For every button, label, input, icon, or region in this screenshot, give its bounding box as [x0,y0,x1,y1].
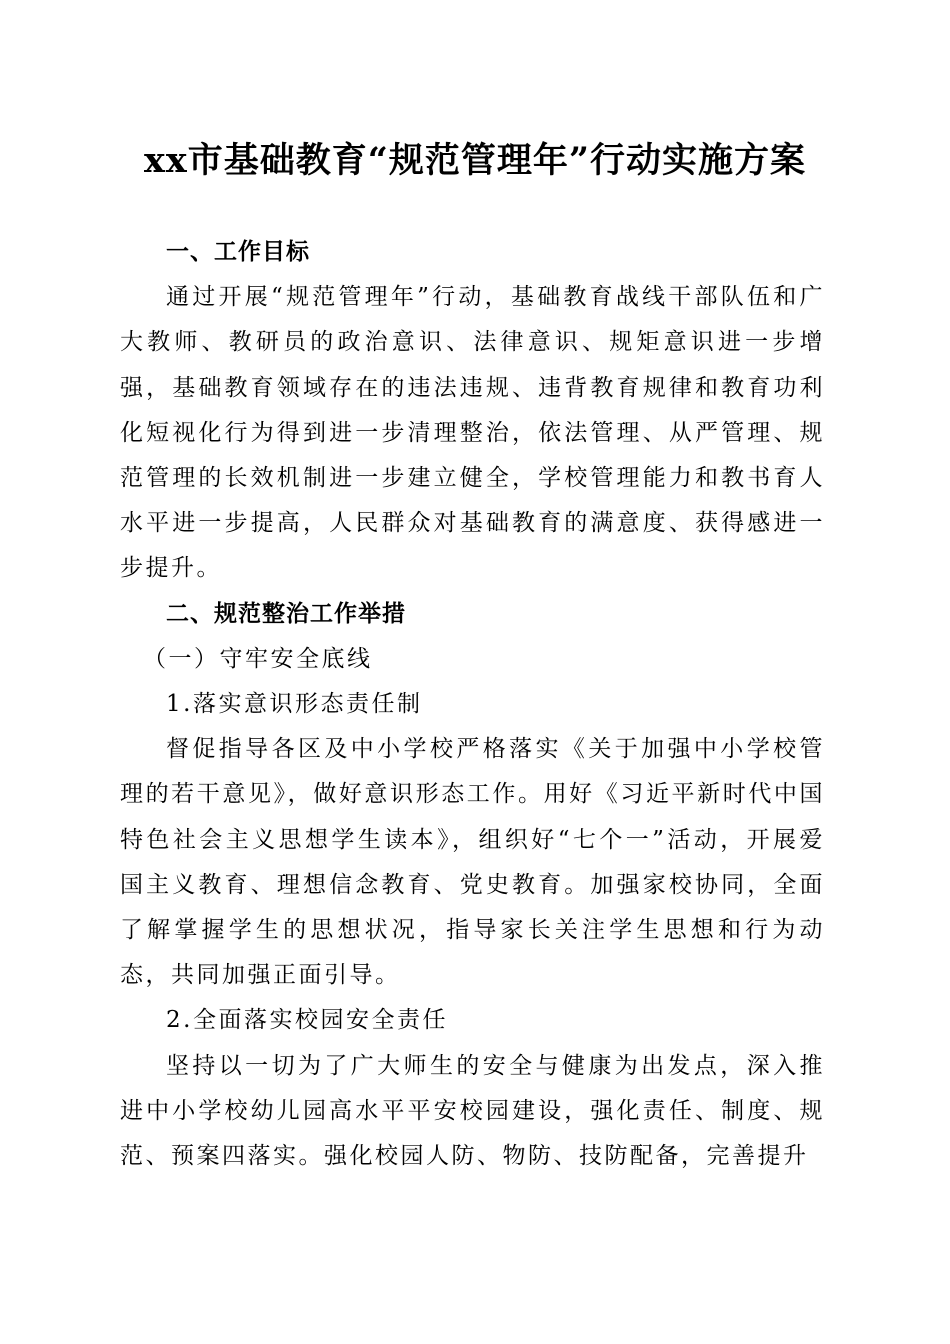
item-title-ideology: 1.落实意识形态责任制 [166,691,423,718]
paragraph-goals: 通过开展“规范管理年”行动，基础教育战线干部队伍和广大教师、教研员的政治意识、法律意识、规矩意识进一步增强，基础教育领域存在的违法违规、违背教育规律和教育功利化短视化行为得到进一步清理整治，依法管理、从严管理、规范管理的长效机制进一步建立健全，学校管理能力和教书育人水平进一步提高，人民群众对基础教育的满意度、获得感进一步提升。 [120,284,825,582]
subsection-heading-safety: （一）守牢安全底线 [143,645,373,672]
document-body [120,230,825,1179]
paragraph-ideology: 督促指导各区及中小学校严格落实《关于加强中小学校管理的若干意见》，做好意识形态工作。用好《习近平新时代中国特色社会主义思想学生读本》，组织好“七个一”活动，开展爱国主义教育、理想信念教育、党史教育。加强家校协同，全面了解掌握学生的思想状况，指导家长关注学生思想和行为动态，共同加强正面引导。 [120,736,825,989]
section-heading-goals: 一、工作目标 [166,239,310,265]
document-title: xx市基础教育“规范管理年”行动实施方案 [144,140,806,181]
item-title-campus-safety: 2.全面落实校园安全责任 [166,1007,448,1034]
section-heading-measures: 二、规范整治工作举措 [166,600,406,627]
paragraph-campus-safety: 坚持以一切为了广大师生的安全与健康为出发点，深入推进中小学校幼儿园高水平平安校园建设，强化责任、制度、规范、预案四落实。强化校园人防、物防、技防配备，完善提升 [120,1052,825,1170]
